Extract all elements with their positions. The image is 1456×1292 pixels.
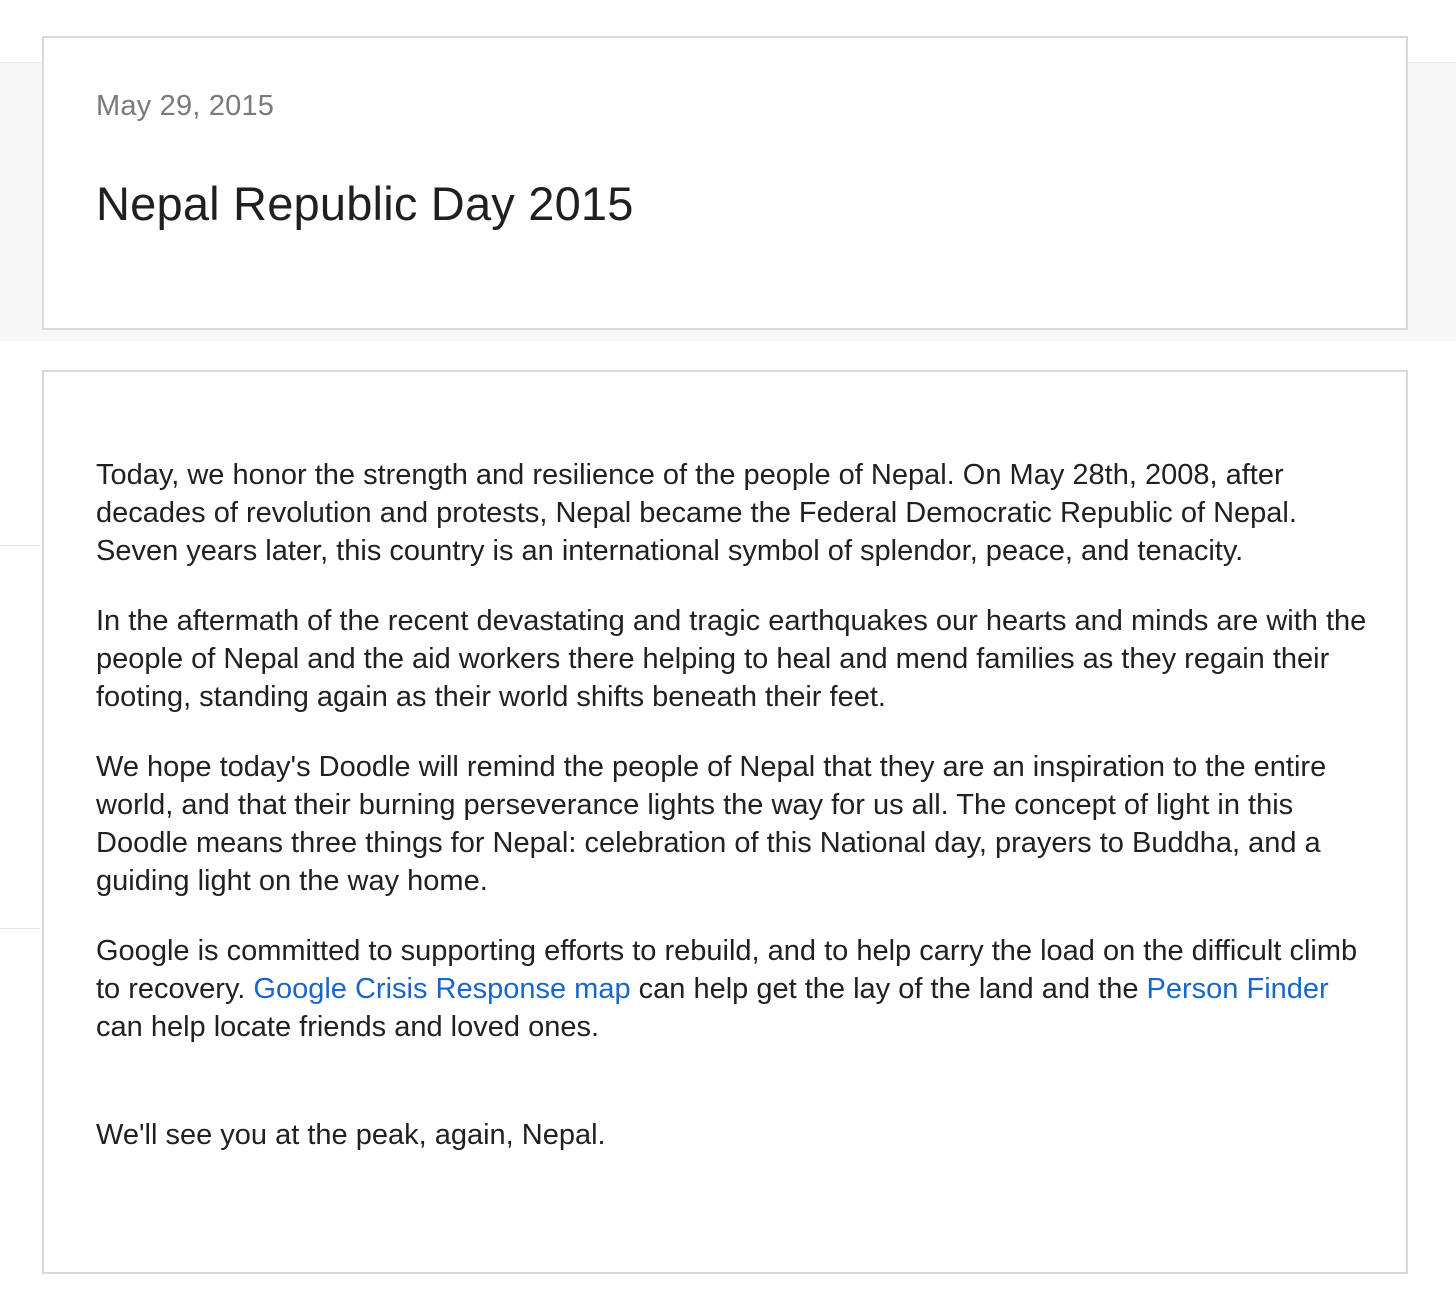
support-text-middle: can help get the lay of the land and the <box>630 973 1147 1005</box>
paragraph-doodle: We hope today's Doodle will remind the people of Nepal that they are an inspiration to the entire world, and that their burning perseverance lights the way for us all. The concept of light in this Doodle means three things for Nepal: celebration of this National day, prayers to Buddha, and a guiding light on the way home. <box>96 751 1327 897</box>
page-title: Nepal Republic Day 2015 <box>96 177 634 230</box>
paragraph-earthquake: In the aftermath of the recent devastating and tragic earthquakes our hearts and minds are with the people of Nepal and the aid workers there helping to heal and mend families as they regain their footing, standing again as their world shifts beneath their feet. <box>96 605 1367 713</box>
person-finder-link[interactable]: Person Finder <box>1146 973 1329 1005</box>
paragraph-closing: We'll see you at the peak, again, Nepal. <box>96 1119 606 1151</box>
crisis-response-map-link[interactable]: Google Crisis Response map <box>253 973 631 1005</box>
header-card <box>42 36 1408 330</box>
article-card <box>42 370 1408 1274</box>
support-text-after: can help locate friends and loved ones. <box>96 1011 600 1043</box>
support-text-before: Google is committed to supporting efforts to rebuild, and to help carry the load on the difficult climb to recovery. <box>96 935 1358 1005</box>
background-divider <box>0 928 40 929</box>
post-date: May 29, 2015 <box>96 90 275 122</box>
background-divider <box>0 545 40 546</box>
paragraph-intro: Today, we honor the strength and resilience of the people of Nepal. On May 28th, 2008, after decades of revolution and protests, Nepal became the Federal Democratic Republic of Nepal. Seven years later, this country is an international symbol of splendor, peace, and tenacity. <box>96 459 1297 567</box>
paragraph-google-support <box>96 932 1376 1046</box>
article-body <box>96 456 1376 1186</box>
